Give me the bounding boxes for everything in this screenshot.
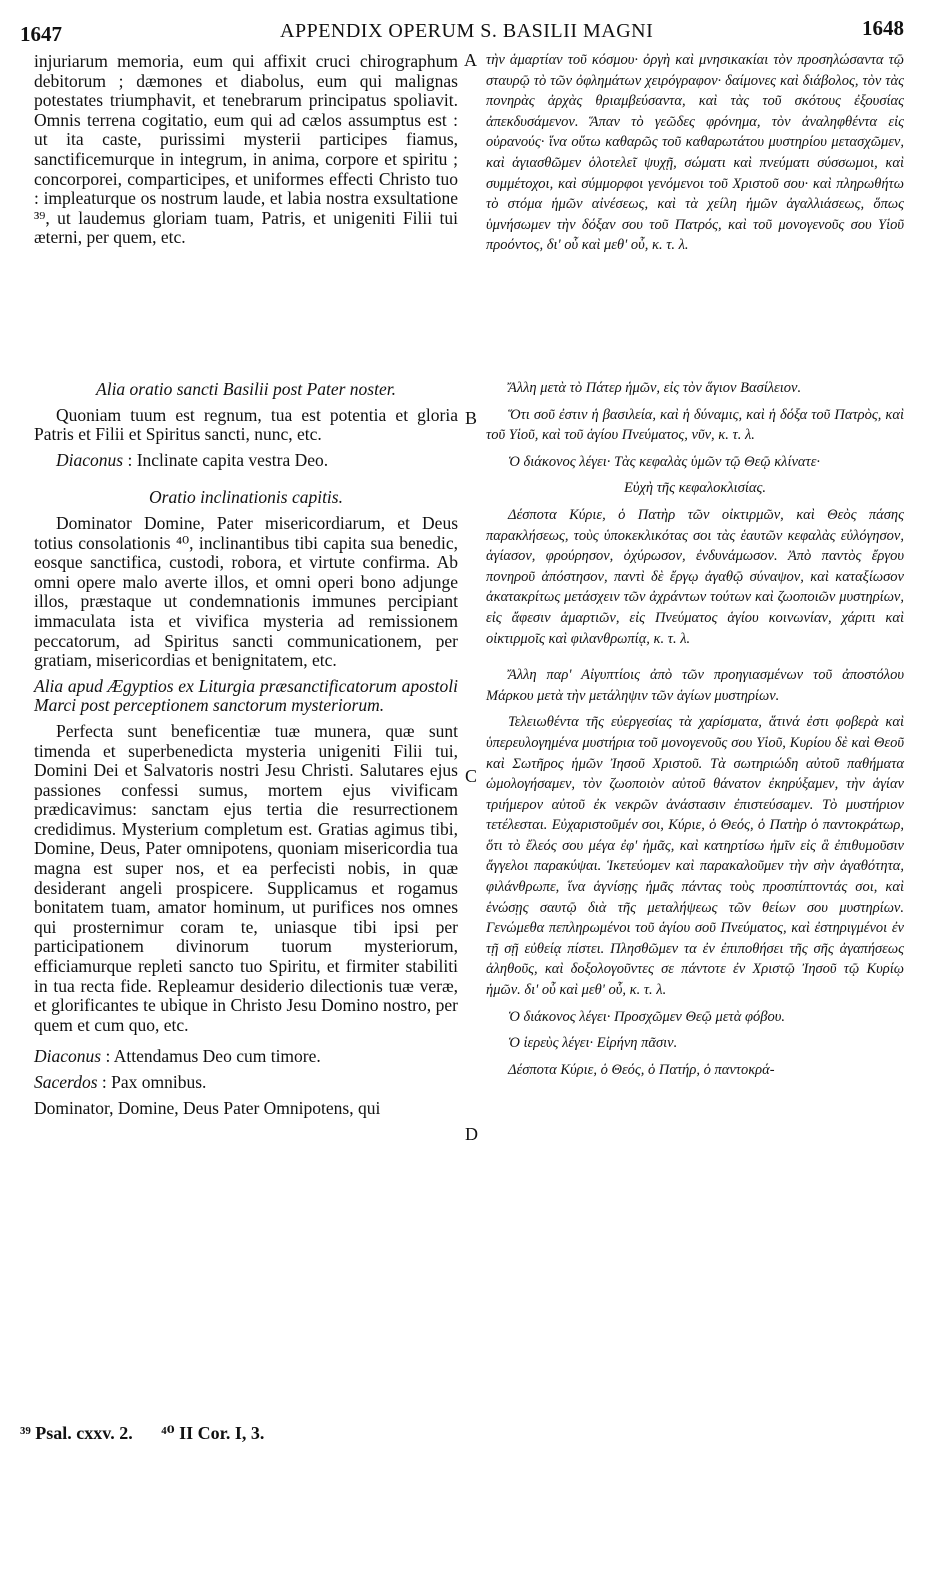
greek-paragraph-doxology: Ὅτι σοῦ ἐστιν ἡ βασιλεία, καὶ ἡ δύναμις, καὶ ἡ δόξα τοῦ Πατρὸς, καὶ τοῦ Υἱοῦ, καὶ τοῦ ἁγίου Πνεύματος, νῦν, κ. τ. λ.: [486, 406, 904, 444]
greek-paragraph-last: Δέσποτα Κύριε, ὁ Θεός, ὁ Πατήρ, ὁ παντοκρά-: [508, 1061, 775, 1078]
latin-heading-basil-rest: Pater noster.: [302, 379, 396, 399]
latin-rubric-diaconus-2: [34, 1047, 458, 1067]
latin-rubric-text: : Attendamus Deo cum timore.: [101, 1046, 321, 1067]
latin-heading-egypt: Alia apud Ægyptios ex Liturgia præsanctificatorum apostoli Marci post perceptionem sanctorum mysteriorum.: [34, 675, 458, 716]
latin-paragraph-inclination-prayer: Dominator Domine, Pater misericordiarum, et Deus totius consolationis ⁴⁰, inclinantibus tibi capita sua benedic, eosque sanctifica, custodi, robora, et virtute confirma. Ab omni opere malo averte illos, et omni operi bono adjunge illos, præstaque ut condemnationis immunes percipiant immaculata ista et vivifica mysteria ad remissionem peccatorum, ad Spiritus sancti communicationem, per gratiam, misericordias et benignitatem, etc.: [34, 512, 458, 671]
section-marker-d: D: [465, 1124, 478, 1144]
greek-paragraph-1: τὴν ἁμαρτίαν τοῦ κόσμου· ὀργὴ καὶ μνησικακίαι τὸν προσηλώσαντα τῷ σταυρῷ τὸ τῶν ὀφλημάτων χειρόγραφον· δαίμονες καὶ διάβολος, τὸν τὰς πονηρὰς ἀρχὰς θριαμβεύσαντα, καὶ τὰς τοῦ σκότους ἐξουσίας ἀπεκδυσάμενον. Ἅπαν τὸ γεῶδες φρόνημα, τὸν ἀναληφθέντα εἰς οὐρανούς· ἵνα οὕτω καθαρῶς τοῦ καθαρωτάτου μυστηρίου μετασχῶμεν, καὶ ἁγιασθῶμεν ὁλοτελεῖ ψυχῇ, σώματι καὶ πνεύματι σύσσωμοι, καὶ συμμέτοχοι, καὶ σύμμορφοι γενόμενοι τοῦ Χριστοῦ σου· καὶ πληρωθήτω τὸ στόμα ἡμῶν αἰνέσεως, καὶ τὰ χείλη ἡμῶν ἀγαλλιάσεως, ὅπως ὑμνήσωμεν τὴν δόξαν σου τοῦ Πατρός, καὶ τοῦ μονογενοῦς σου Υἱοῦ προόντος, δι' οὗ καὶ μεθ' οὗ, κ. τ. λ.: [486, 52, 904, 254]
section-marker-c: C: [465, 766, 478, 786]
greek-heading-basil: Ἄλλη μετὰ τὸ Πάτερ ἡμῶν, εἰς τὸν ἅγιον Βασίλειον.: [508, 380, 802, 396]
latin-rubric-label: Diaconus: [56, 449, 124, 470]
greek-paragraph-mark-prayer: Τελειωθέντα τῆς εὐεργεσίας τὰ χαρίσματα, ἅτινά ἐστι φοβερὰ καὶ ὑπερευλογημένα μυστήρια τοῦ μονογενοῦς σου Υἱοῦ, Κυρίου δὲ καὶ Θεοῦ καὶ Σωτῆρος ἡμῶν Ἰησοῦ Χριστοῦ. Τὰ σωτηριώδη αὐτοῦ παθήματα ὡμολογήσαμεν, τὸν ζωοποιὸν αὐτοῦ θάνατον ἐκηρύξαμεν, τὴν ἁγίαν τριήμερον αὐτοῦ ἐκ νεκρῶν ἀνάστασιν ἐπιστεύσαμεν. Τὸ μυστήριον τετέλεσται. Εὐχαριστοῦμέν σοι, Κύριε, ὁ Θεός, ὁ Πατὴρ ὁ παντοκράτωρ, ὅτι τὸ ἔλεός σου μέγα ἐφ' ἡμᾶς, καὶ κατηρτίσω ἡμῖν εἰς ἃ ἐπιθυμοῦσιν ἄγγελοι παρακύψαι. Ἱκετεύομεν καὶ παρακαλοῦμεν τὴν σὴν ἀγαθότητα, φιλάνθρωπε, ἵνα ἁγνίσῃς ἡμᾶς πάντας τοὺς προσπίπτοντάς σοι, καὶ ἑνώσῃς σαυτῷ διὰ τῆς μεταλήψεως τῶν θείων σου μυστηρίων. Γενώμεθα πεπληρωμένοι τοῦ ἁγίου σοῦ Πνεύματος, καὶ ἐστηριγμένοι ἐν τῇ σῇ εὐθείᾳ πίστει. Πλησθῶμεν τα ἐν ἐπιποθήσει τῆς σῆς ἀγαπήσεως ἀληθοῦς, καὶ δοξολογοῦντες σε πάντοτε ἐν Χριστῷ Ἰησοῦ τῷ Κυρίῳ ἡμῶν. δι' οὗ καὶ μεθ' οὗ, κ. τ. λ.: [486, 714, 904, 999]
latin-heading-basil: [34, 380, 458, 400]
footnote-40: ⁴⁰ II Cor. I, 3.: [161, 1423, 265, 1443]
page-number-right: 1648: [862, 16, 904, 40]
greek-rubric-hiereus: Ὁ ἱερεὺς λέγει· Εἰρήνη πᾶσιν.: [508, 1035, 678, 1052]
footnote-39: ³⁹ Psal. cxxv. 2.: [20, 1423, 133, 1443]
latin-paragraph-last: Dominator, Domine, Deus Pater Omnipotens, qui: [34, 1097, 381, 1118]
latin-rubric-label: Sacerdos: [34, 1072, 98, 1092]
greek-paragraph-inclination-prayer: Δέσποτα Κύριε, ὁ Πατὴρ τῶν οἰκτιρμῶν, καὶ Θεὸς πάσης παρακλήσεως, τοὺς ὑποκεκλικότας σοι τὰς ἑαυτῶν κεφαλὰς εὐλόγησον, ἁγίασον, φρούρησον, ὀχύρωσον, ἐνδυνάμωσον. Ἀπὸ παντὸς ἔργου πονηροῦ ἀπόστησον, παντὶ δὲ ἔργῳ ἀγαθῷ σύναψον, καὶ καταξίωσον ἀκατακρίτως μετάσχειν τῶν ἀχράντων τούτων καὶ ζωοποιῶν μυστηρίων, εἰς ἄφεσιν ἁμαρτιῶν, εἰς Πνεύματος ἁγίου κοινωνίαν, χάριτι καὶ οἰκτιρμοῖς καὶ φιλανθρωπίᾳ, κ. τ. λ.: [486, 506, 904, 647]
latin-rubric-diaconus-1: [34, 451, 458, 471]
running-title: APPENDIX OPERUM S. BASILII MAGNI: [280, 20, 654, 42]
greek-heading-inclination: Εὐχὴ τῆς κεφαλοκλισίας.: [623, 480, 766, 497]
latin-heading-inclination: Oratio inclinationis capitis.: [149, 487, 343, 508]
greek-column: [486, 50, 904, 1080]
greek-heading-egypt: Ἄλλη παρ' Αἰγυπτίοις ἀπὸ τῶν προηγιασμένων τοῦ ἀποστόλου Μάρκου μετὰ τὴν μετάληψιν τῶν ἁγίων μυστηρίων.: [486, 667, 904, 704]
latin-paragraph-1: injuriarum memoria, eum qui affixit cruci chirographum debitorum ; dæmones et diabolus, eum qui malignas potestates triumphavit, et tenebrarum principatus spoliavit. Omnis terrena cogitatio, eum qui ad cælos assumptus est : ut ita caste, purissimi mysterii participes fiamus, sanctificemurque in integrum, in anima, corpore et spiritu ; concorporei, comparticipes, et uniformes effecti Christo tuo : impleaturque os nostrum laude, et labia nostra exsultatione ³⁹, ut laudemus gloriam tuam, Patris, et unigeniti Filii tui æterni, per quem, etc.: [34, 52, 458, 248]
latin-heading-basil-italic: Alia oratio sancti Basilii post: [96, 379, 303, 399]
latin-column: [34, 52, 458, 1118]
latin-paragraph-mark-prayer: Perfecta sunt beneficentiæ tuæ munera, quæ sunt timenda et superbenedicta mysteria unigeniti Filii tui, Domini Dei et Salvatoris nostri Jesu Christi. Salutares ejus passiones confessi sumus, mortem ejus vivificam prædicavimus: sanctam ejus tertia die resurrectionem credidimus. Mysterium completum est. Gratias agimus tibi, Domine, Deus, Pater omnipotens, quoniam misericordia tua magna est super nos, et ea perfecisti nobis, in quæ desiderant angeli prospicere. Supplicamus et rogamus bonitatem tuam, amator hominum, ut purifices nos omnes qui prosternimur coram te, uniasque tibi ipsi per participationem divinorum tuorum mysteriorum, efficiamurque repleti sancto tuo Spiritu, et firmiter stabiliti in tua recta fide. Repleamur desiderio dilectionis tuæ veræ, et glorificantes te ubique in Christo Jesu Domino nostro, per quem et cum quo, etc.: [34, 720, 458, 1035]
latin-rubric-sacerdos: [34, 1073, 458, 1093]
page-number-left: 1647: [20, 22, 62, 46]
section-marker-a: A: [464, 50, 477, 70]
latin-rubric-text: : Pax omnibus.: [97, 1072, 207, 1092]
latin-rubric-label: Diaconus: [34, 1046, 102, 1067]
section-marker-b: B: [465, 408, 478, 428]
latin-rubric-text: : Inclinate capita vestra Deo.: [123, 449, 329, 470]
footnotes: [20, 1423, 288, 1444]
greek-rubric-diaconus-2: Ὁ διάκονος λέγει· Προσχῶμεν Θεῷ μετὰ φόβου.: [508, 1008, 785, 1025]
latin-paragraph-doxology: Quoniam tuum est regnum, tua est potentia et gloria Patris et Filii et Spiritus sancti, nunc, etc.: [34, 404, 458, 445]
greek-rubric-diaconus-1: Ὁ διάκονος λέγει· Τὰς κεφαλὰς ὑμῶν τῷ Θεῷ κλίνατε·: [508, 453, 821, 470]
